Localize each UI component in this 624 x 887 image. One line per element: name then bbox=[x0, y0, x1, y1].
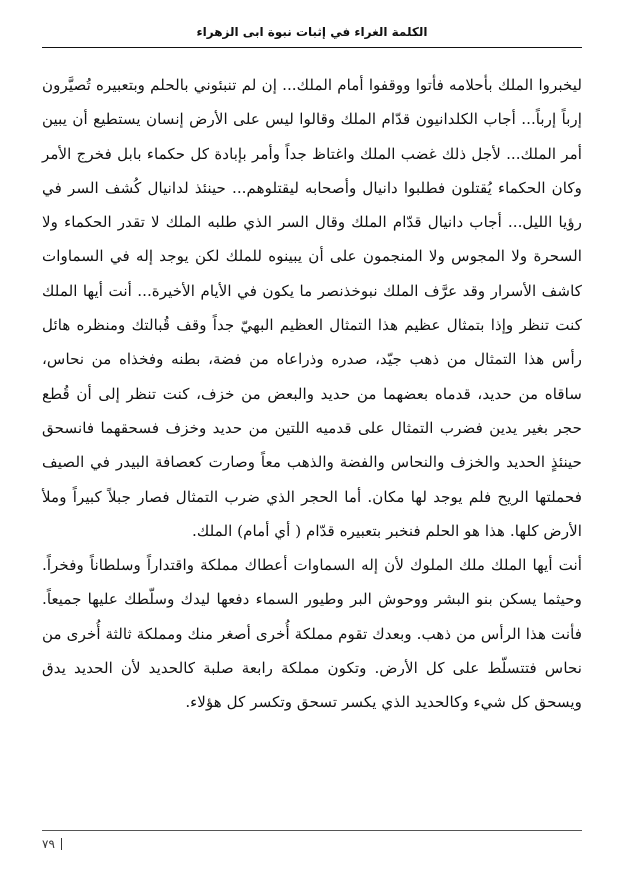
paragraph: أنت أيها الملك ملك الملوك لأن إله السماوات أعطاك مملكة واقتداراً وسلطاناً وفخراً. وحيثما يسكن بنو البشر ووحوش البر وطيور السماء دفعها ليدك وسلّطك عليها جميعاً. فأنت هذا الرأس من ذهب. وبعدك تقوم مملكة أُخرى أصغر منك ومملكة ثالثة أُخرى من نحاس فتتسلّط على كل الأرض. وتكون مملكة رابعة صلبة كالحديد لأن الحديد يدق ويسحق كل شيء وكالحديد الذي يكسر تسحق وتكسر كل هؤلاء. bbox=[42, 556, 582, 712]
page-number-separator bbox=[61, 838, 62, 850]
paragraph: ليخبروا الملك بأحلامه فأتوا ووقفوا أمام الملك... إن لم تنبئوني بالحلم وبتعبيره تُصيَّرون إرباً إرباً... أجاب الكلدانيون قدّام الملك وقالوا ليس على الأرض إنسان يستطيع أن يبين أمر الملك... لأجل ذلك غضب الملك واغتاظ جداً وأمر بإبادة كل حكماء بابل فخرج الأمر وكان الحكماء يُقتلون فطلبوا دانيال وأصحابه ليقتلوهم... حينئذ لدانيال كُشف السر في رؤيا الليل... أجاب دانيال قدّام الملك وقال السر الذي طلبه الملك لا تقدر الحكماء ولا السحرة ولا المجوس ولا المنجمون على أن يبينوه للملك لكن يوجد إله في السماوات كاشف الأسرار وقد عرَّف الملك نبوخذنصر ما يكون في الأيام الأخيرة... أنت أيها الملك كنت تنظر وإذا بتمثال عظيم هذا التمثال العظيم البهيّ جداً وقف قُبالتك ومنظره هائل رأس هذا التمثال من ذهب جيّد، صدره وذراعاه من فضة، بطنه وفخذاه من نحاس، ساقاه من حديد، قدماه بعضهما من حديد والبعض من خزف، كنت تنظر إلى أن قُطع حجر بغير يدين فضرب التمثال على قدميه اللتين من حديد وخزف فسحقهما فانسحق حينئذٍ الحديد والخزف والنحاس والفضة والذهب معاً وصارت كعصافة البيدر في الصيف فحملتها الريح فلم يوجد لها مكان. أما الحجر الذي ضرب التمثال فصار جبلاً كبيراً وملأ الأرض كلها. هذا هو الحلم فنخبر بتعبيره قدّام ( أي أمام) الملك. bbox=[42, 76, 582, 540]
body-text bbox=[42, 68, 582, 720]
footer bbox=[42, 834, 62, 854]
footer-divider bbox=[42, 830, 582, 831]
page-number: ٧٩ bbox=[42, 837, 55, 851]
running-header-title: الكلمة الغراء في إثبات نبوة ابى الزهراء bbox=[196, 25, 428, 39]
header-divider bbox=[42, 47, 582, 48]
